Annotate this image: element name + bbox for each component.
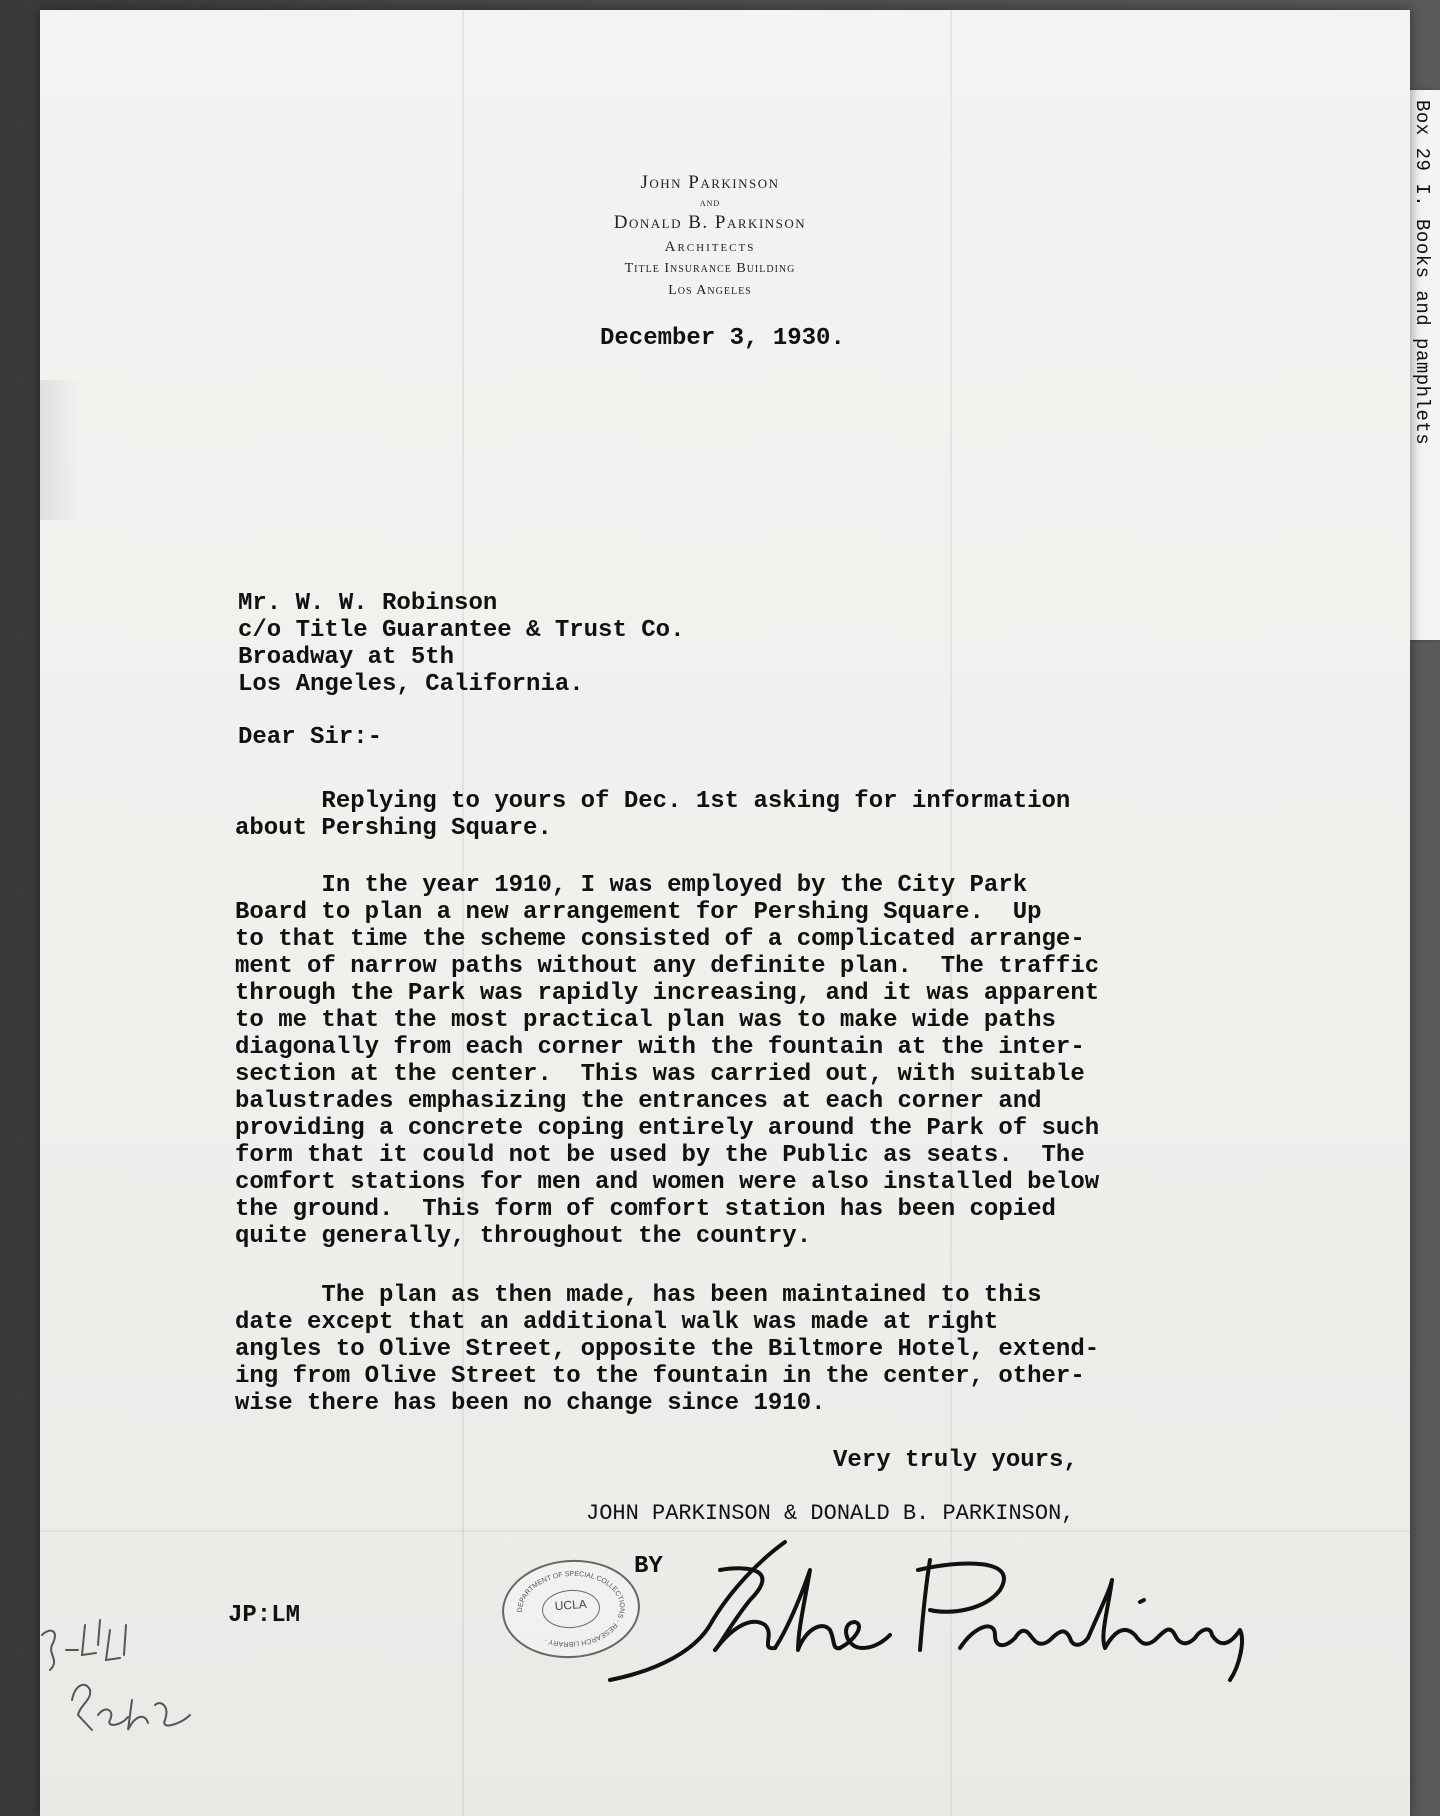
letterhead <box>480 170 940 302</box>
recipient-line: Mr. W. W. Robinson <box>238 590 498 617</box>
paper-wear <box>40 380 80 520</box>
letterhead-profession: Architects <box>664 239 756 255</box>
letterhead-and: and <box>699 197 721 209</box>
letterhead-building: Title Insurance Building <box>624 261 796 276</box>
letterhead-name-2: Donald B. Parkinson <box>613 212 807 233</box>
letterhead-name-1: John Parkinson <box>640 172 780 193</box>
stamp-ucla: UCLA <box>554 1596 588 1614</box>
handwritten-signature <box>600 1530 1260 1690</box>
recipient-address <box>238 590 684 698</box>
recipient-line: Broadway at 5th <box>238 644 455 671</box>
closing: Very truly yours, <box>833 1447 1078 1474</box>
recipient-line: Los Angeles, California. <box>238 671 584 698</box>
recipient-line: c/o Title Guarantee & Trust Co. <box>238 617 685 644</box>
by-label: BY <box>634 1553 663 1580</box>
body-paragraph: The plan as then made, has been maintained to this date except that an additional walk was made at right angles to Olive Street, opposite the Biltmore Hotel, extend- ing from Olive Street to the fountain in the center, other- wise there has been no change since 1910. <box>235 1282 1100 1417</box>
stamp-ring-label: DEPARTMENT OF SPECIAL COLLECTIONS · RESEARCH LIBRARY · <box>516 1570 626 1648</box>
body-paragraph: Replying to yours of Dec. 1st asking for information about Pershing Square. <box>235 788 1071 842</box>
salutation: Dear Sir:- <box>238 724 383 751</box>
letter-date: December 3, 1930. <box>600 325 845 352</box>
typist-initials: JP:LM <box>228 1602 301 1629</box>
firm-name: JOHN PARKINSON & DONALD B. PARKINSON, <box>586 1501 1075 1526</box>
pencil-annotation <box>30 1605 230 1745</box>
body-paragraph: In the year 1910, I was employed by the City Park Board to plan a new arrangement for Pershing Square. Up to that time the scheme consisted of a complicated arrange- ment of narrow paths without any definite plan. The traffic through the Park was rapidly increasing, and it was apparent to me that the most practical plan was to make wide paths diagonally from each corner with the fountain at the inter- section at the center. This was carried out, with suitable balustrades emphasizing the entrances at each corner and providing a concrete coping entirely around the Park of such form that it could not be used by the Public as seats. The comfort stations for men and women were also installed below the ground. This form of comfort station has been copied quite generally, throughout the country. <box>235 872 1100 1250</box>
folder-label: Box 29 I. Books and pamphlets <box>1411 100 1433 446</box>
letterhead-city: Los Angeles <box>668 283 752 298</box>
